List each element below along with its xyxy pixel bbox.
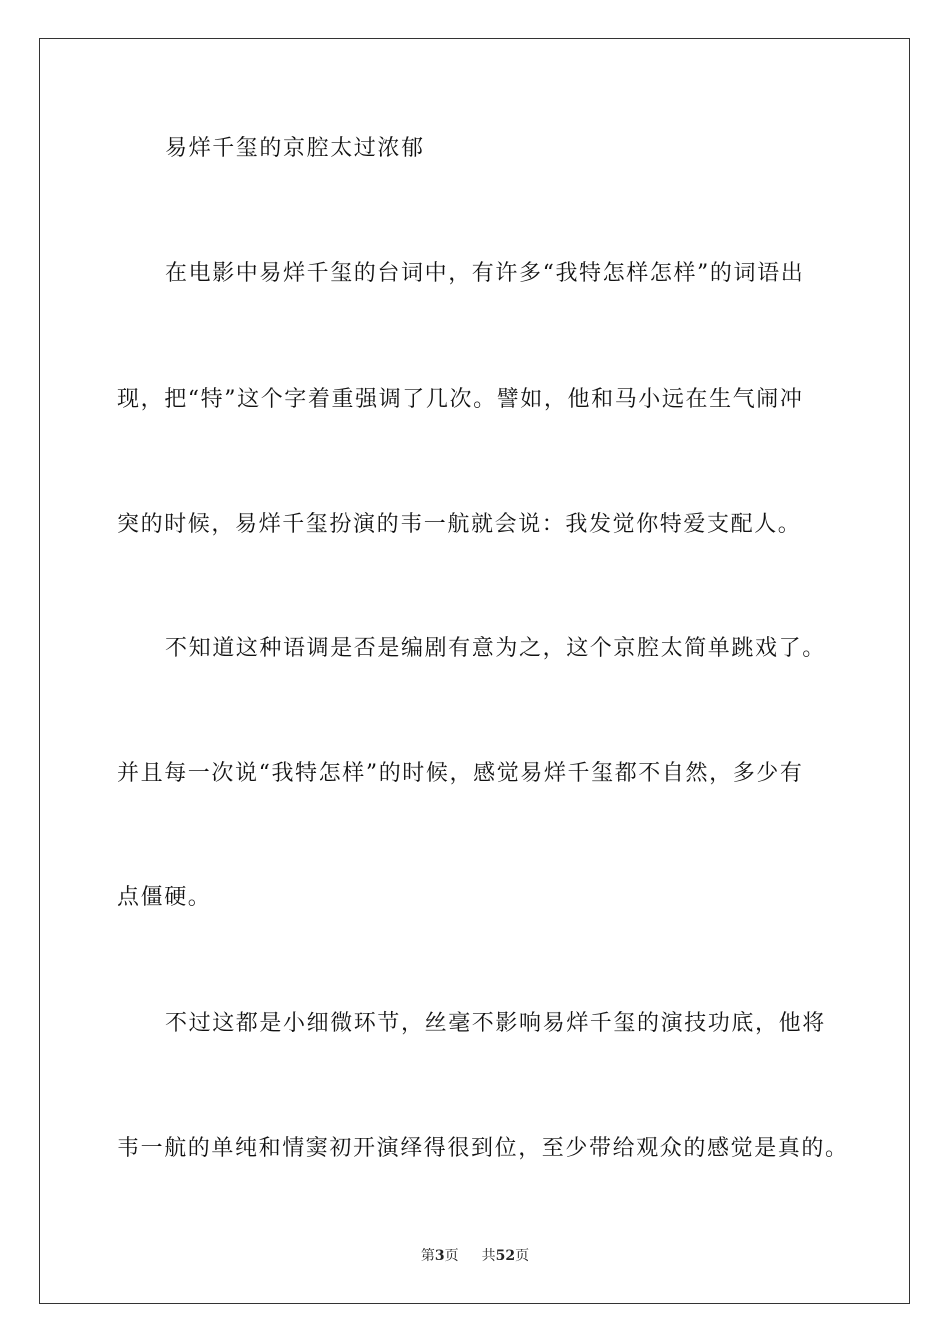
paragraph-line-2: 现，把“特”这个字着重强调了几次。譬如，他和马小远在生气闹冲: [117, 387, 804, 412]
paragraph-line-8: 韦一航的单纯和情窦初开演绎得很到位，至少带给观众的感觉是真的。: [117, 1136, 849, 1161]
paragraph-line-7: 不过这都是小细微环节，丝毫不影响易烊千玺的演技功底，他将: [165, 1011, 826, 1036]
document-heading: 易烊千玺的京腔太过浓郁: [165, 136, 425, 161]
paragraph-line-6: 点僵硬。: [117, 885, 212, 910]
total-suffix: 页: [515, 1248, 530, 1264]
paragraph-line-3: 突的时候，易烊千玺扮演的韦一航就会说：我发觉你特爱支配人。: [117, 512, 802, 537]
total-pages: 52: [495, 1248, 516, 1264]
page-number: 3: [434, 1248, 445, 1264]
paragraph-line-5: 并且每一次说“我特怎样”的时候，感觉易烊千玺都不自然，多少有: [117, 761, 804, 786]
page-border: [39, 38, 910, 1304]
page-prefix: 第: [420, 1248, 435, 1264]
page-suffix: 页: [444, 1248, 459, 1264]
paragraph-line-1: 在电影中易烊千玺的台词中，有许多“我特怎样怎样”的词语出: [165, 261, 805, 286]
page-footer: [0, 1246, 950, 1266]
paragraph-line-4: 不知道这种语调是否是编剧有意为之，这个京腔太简单跳戏了。: [165, 636, 826, 661]
total-prefix: 共: [481, 1248, 496, 1264]
